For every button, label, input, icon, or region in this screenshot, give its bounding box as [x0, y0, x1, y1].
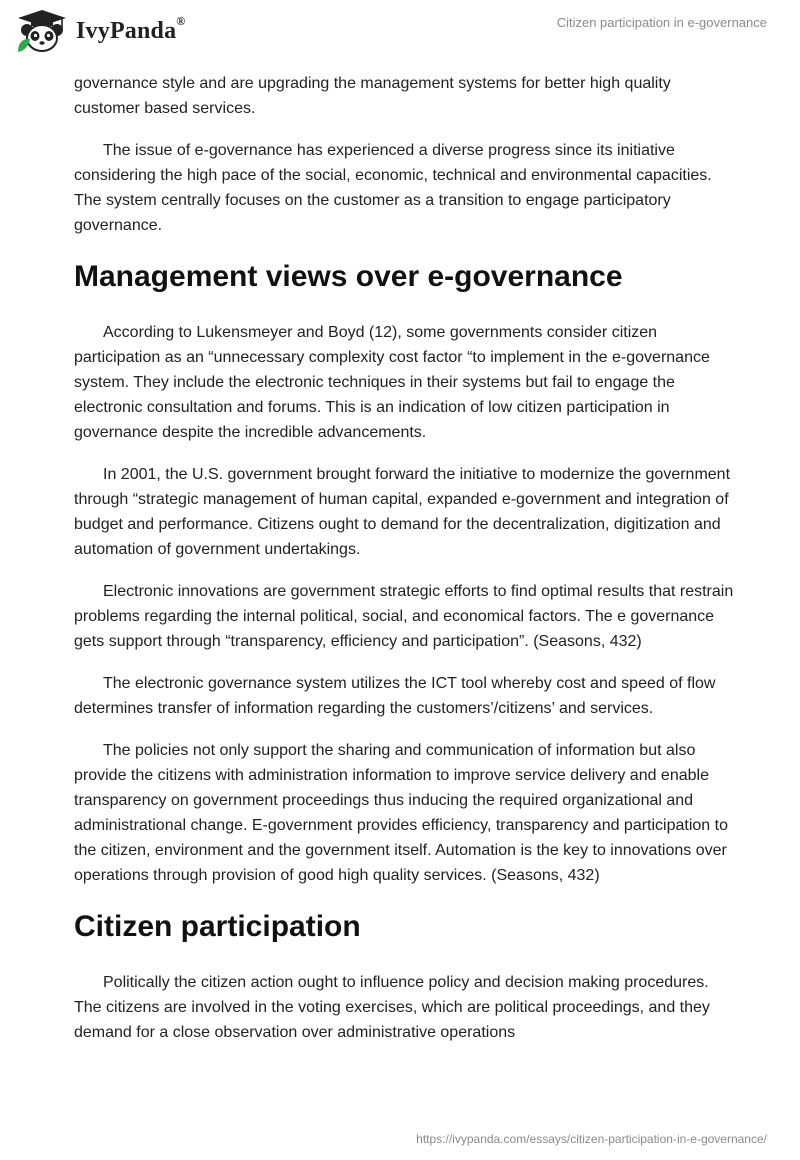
essay-body — [74, 71, 734, 1062]
paragraph: According to Lukensmeyer and Boyd (12), some governments consider citizen participation as an “unnecessary complexity cost factor “to implement in the e-governance system. They include the electronic techniques in their systems but fail to engage the electronic consultation and forums. This is an indication of low citizen participation in governance despite the incredible advancements. — [74, 324, 710, 441]
paragraph: Politically the citizen action ought to influence policy and decision making procedures. The citizens are involved in the voting exercises, which are political proceedings, and they demand for a close observation over administrative operations — [74, 974, 710, 1041]
paragraph: In 2001, the U.S. government brought forward the initiative to modernize the government through “strategic management of human capital, expanded e-government and integration of budget and performance. Citizens ought to demand for the decentralization, digitization and automation of government undertakings. — [74, 466, 731, 558]
section-heading: Citizen participation — [74, 910, 361, 943]
paragraph: governance style and are upgrading the management systems for better high quality customer based services. — [74, 75, 671, 117]
document-title: Citizen participation in e-governance — [556, 15, 767, 30]
paragraph: The policies not only support the sharing and communication of information but also provide the citizens with administration information to improve service delivery and enable transparency on government proceedings thus inducing the required organizational and administrational change. E-government provides efficiency, transparency and participation to the citizen, environment and the government itself. Automation is the key to innovations over operations through provision of good high quality services. (Seasons, 432) — [74, 742, 728, 884]
paragraph: Electronic innovations are government strategic efforts to find optimal results that restrain problems regarding the internal political, social, and economical factors. The e governance gets support through “transparency, efficiency and participation”. (Seasons, 432) — [74, 583, 734, 650]
logo[interactable] — [14, 8, 185, 54]
paragraph: The issue of e-governance has experienced a diverse progress since its initiative considering the high pace of the social, economic, technical and environmental capacities. The system centrally focuses on the customer as a transition to engage participatory governance. — [74, 142, 712, 234]
section-heading: Management views over e-governance — [74, 260, 623, 293]
registered-mark: ® — [176, 13, 186, 28]
page-header — [0, 0, 800, 70]
paragraph: The electronic governance system utilizes the ICT tool whereby cost and speed of flow determines transfer of information regarding the customers’/citizens’ and services. — [74, 675, 716, 717]
panda-graduate-icon — [14, 8, 70, 54]
source-url[interactable]: https://ivypanda.com/essays/citizen-participation-in-e-governance/ — [416, 1132, 767, 1146]
brand-name: IvyPanda® — [76, 13, 186, 44]
